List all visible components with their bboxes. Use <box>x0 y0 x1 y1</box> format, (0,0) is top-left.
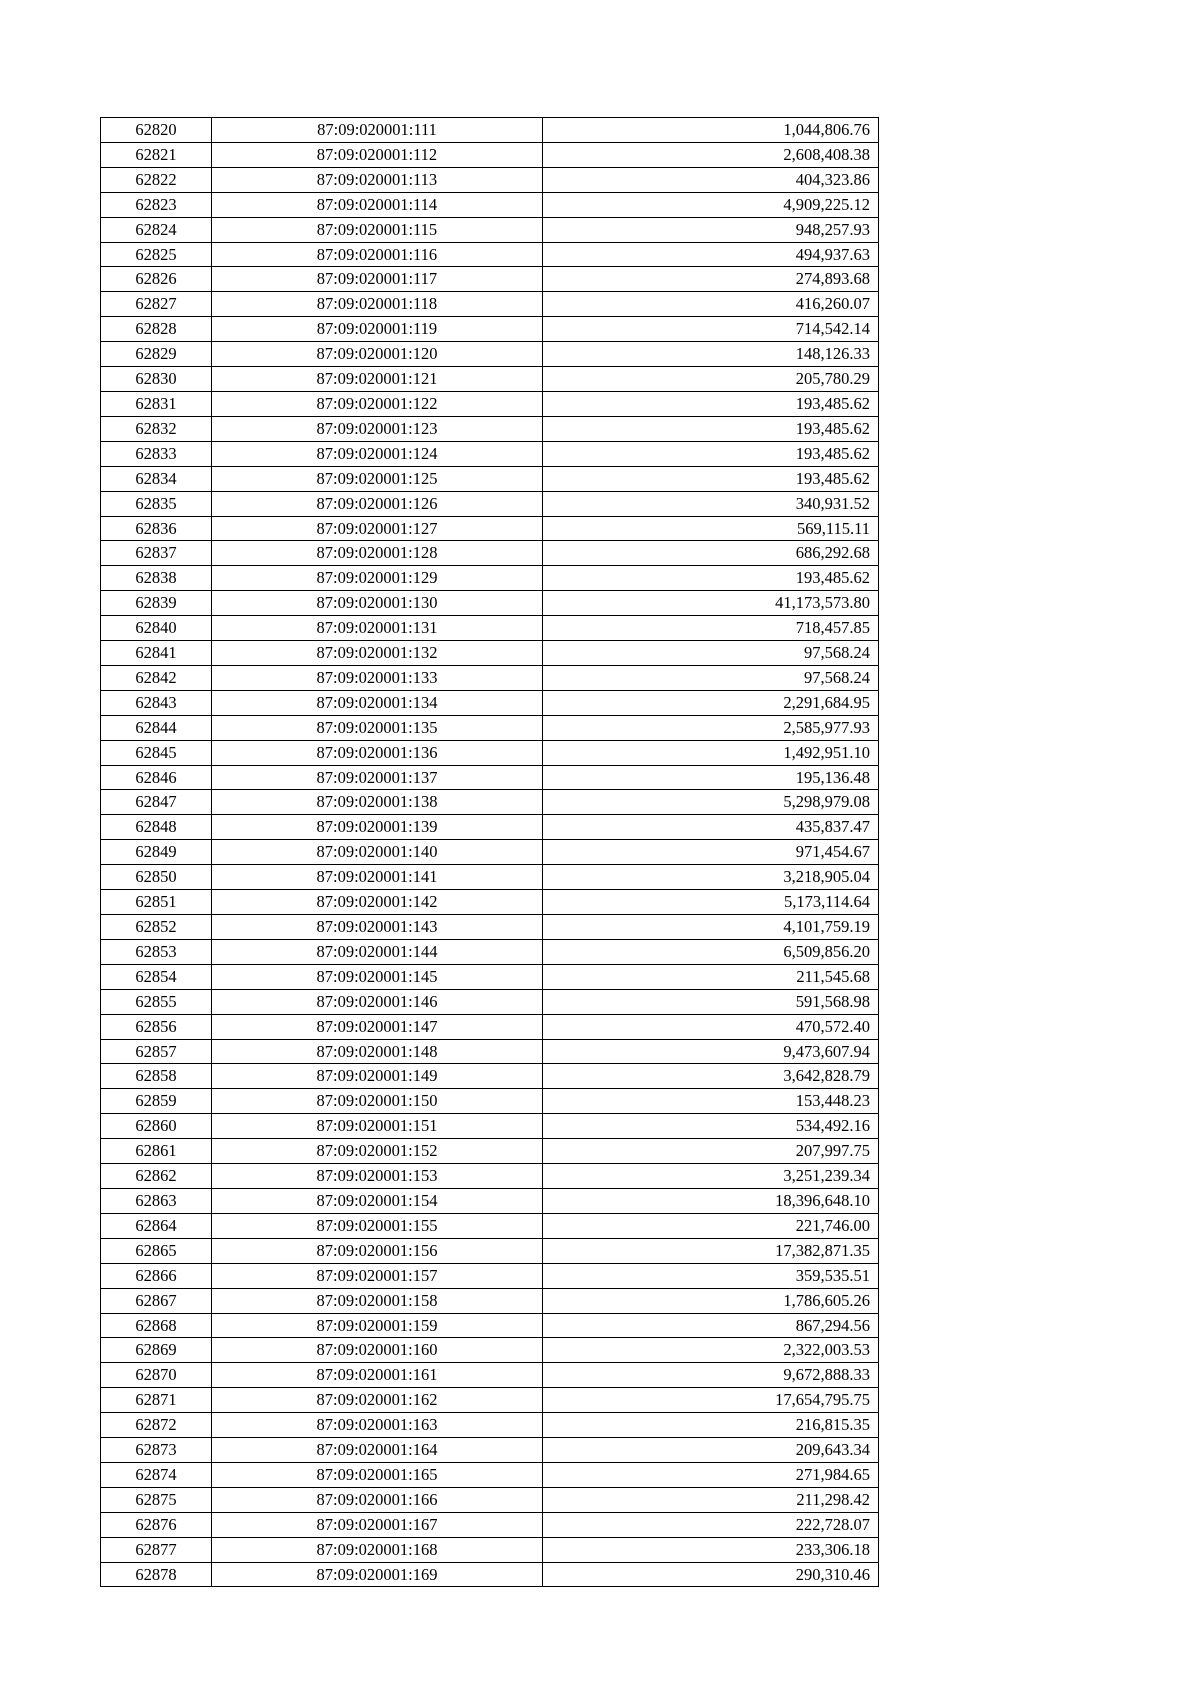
row-number-cell: 62831 <box>101 391 212 416</box>
value-cell: 274,893.68 <box>543 267 879 292</box>
row-number-cell: 62867 <box>101 1288 212 1313</box>
cadastral-number-cell: 87:09:020001:159 <box>212 1313 543 1338</box>
table-row <box>101 915 879 940</box>
table-row <box>101 367 879 392</box>
row-number-cell: 62860 <box>101 1114 212 1139</box>
cadastral-number-cell: 87:09:020001:150 <box>212 1089 543 1114</box>
value-cell: 193,485.62 <box>543 441 879 466</box>
row-number-cell: 62844 <box>101 715 212 740</box>
cadastral-number-cell: 87:09:020001:111 <box>212 118 543 143</box>
value-cell: 205,780.29 <box>543 367 879 392</box>
table-row <box>101 342 879 367</box>
row-number-cell: 62839 <box>101 591 212 616</box>
table-row <box>101 1537 879 1562</box>
value-cell: 534,492.16 <box>543 1114 879 1139</box>
value-cell: 211,545.68 <box>543 964 879 989</box>
row-number-cell: 62854 <box>101 964 212 989</box>
row-number-cell: 62876 <box>101 1512 212 1537</box>
value-cell: 209,643.34 <box>543 1438 879 1463</box>
table-row <box>101 1313 879 1338</box>
value-cell: 1,044,806.76 <box>543 118 879 143</box>
cadastral-number-cell: 87:09:020001:125 <box>212 466 543 491</box>
row-number-cell: 62877 <box>101 1537 212 1562</box>
row-number-cell: 62858 <box>101 1064 212 1089</box>
table-row <box>101 1263 879 1288</box>
value-cell: 6,509,856.20 <box>543 939 879 964</box>
value-cell: 41,173,573.80 <box>543 591 879 616</box>
value-cell: 1,492,951.10 <box>543 740 879 765</box>
table-row <box>101 242 879 267</box>
value-cell: 5,298,979.08 <box>543 790 879 815</box>
table-row <box>101 1089 879 1114</box>
table-row <box>101 641 879 666</box>
row-number-cell: 62842 <box>101 665 212 690</box>
cadastral-number-cell: 87:09:020001:153 <box>212 1164 543 1189</box>
row-number-cell: 62864 <box>101 1213 212 1238</box>
row-number-cell: 62874 <box>101 1462 212 1487</box>
cadastral-number-cell: 87:09:020001:155 <box>212 1213 543 1238</box>
row-number-cell: 62857 <box>101 1039 212 1064</box>
row-number-cell: 62870 <box>101 1363 212 1388</box>
row-number-cell: 62822 <box>101 167 212 192</box>
cadastral-number-cell: 87:09:020001:152 <box>212 1139 543 1164</box>
cadastral-number-cell: 87:09:020001:146 <box>212 989 543 1014</box>
table-row <box>101 466 879 491</box>
value-cell: 97,568.24 <box>543 665 879 690</box>
table-row <box>101 790 879 815</box>
table-row <box>101 1014 879 1039</box>
value-cell: 470,572.40 <box>543 1014 879 1039</box>
row-number-cell: 62862 <box>101 1164 212 1189</box>
cadastral-number-cell: 87:09:020001:156 <box>212 1238 543 1263</box>
table-row <box>101 616 879 641</box>
row-number-cell: 62851 <box>101 890 212 915</box>
row-number-cell: 62875 <box>101 1487 212 1512</box>
value-cell: 416,260.07 <box>543 292 879 317</box>
cadastral-number-cell: 87:09:020001:112 <box>212 142 543 167</box>
row-number-cell: 62837 <box>101 541 212 566</box>
row-number-cell: 62821 <box>101 142 212 167</box>
table-row <box>101 1462 879 1487</box>
table-row <box>101 491 879 516</box>
value-cell: 193,485.62 <box>543 416 879 441</box>
row-number-cell: 62865 <box>101 1238 212 1263</box>
cadastral-number-cell: 87:09:020001:167 <box>212 1512 543 1537</box>
table-row <box>101 1338 879 1363</box>
cadastral-number-cell: 87:09:020001:115 <box>212 217 543 242</box>
row-number-cell: 62850 <box>101 865 212 890</box>
row-number-cell: 62847 <box>101 790 212 815</box>
table-row <box>101 441 879 466</box>
value-cell: 193,485.62 <box>543 391 879 416</box>
row-number-cell: 62838 <box>101 566 212 591</box>
table-row <box>101 566 879 591</box>
row-number-cell: 62832 <box>101 416 212 441</box>
cadastral-number-cell: 87:09:020001:135 <box>212 715 543 740</box>
row-number-cell: 62859 <box>101 1089 212 1114</box>
row-number-cell: 62841 <box>101 641 212 666</box>
row-number-cell: 62829 <box>101 342 212 367</box>
row-number-cell: 62824 <box>101 217 212 242</box>
table-row <box>101 516 879 541</box>
cadastral-number-cell: 87:09:020001:122 <box>212 391 543 416</box>
table-row <box>101 740 879 765</box>
table-row <box>101 391 879 416</box>
cadastral-number-cell: 87:09:020001:121 <box>212 367 543 392</box>
row-number-cell: 62852 <box>101 915 212 940</box>
cadastral-number-cell: 87:09:020001:158 <box>212 1288 543 1313</box>
cadastral-number-cell: 87:09:020001:129 <box>212 566 543 591</box>
table-row <box>101 1188 879 1213</box>
value-cell: 435,837.47 <box>543 815 879 840</box>
row-number-cell: 62861 <box>101 1139 212 1164</box>
table-row <box>101 142 879 167</box>
row-number-cell: 62868 <box>101 1313 212 1338</box>
row-number-cell: 62827 <box>101 292 212 317</box>
cadastral-number-cell: 87:09:020001:165 <box>212 1462 543 1487</box>
cadastral-number-cell: 87:09:020001:126 <box>212 491 543 516</box>
cadastral-number-cell: 87:09:020001:145 <box>212 964 543 989</box>
row-number-cell: 62830 <box>101 367 212 392</box>
row-number-cell: 62826 <box>101 267 212 292</box>
row-number-cell: 62820 <box>101 118 212 143</box>
value-cell: 4,101,759.19 <box>543 915 879 940</box>
table-row <box>101 192 879 217</box>
table-row <box>101 541 879 566</box>
cadastral-number-cell: 87:09:020001:120 <box>212 342 543 367</box>
row-number-cell: 62846 <box>101 765 212 790</box>
table-row <box>101 1288 879 1313</box>
cadastral-number-cell: 87:09:020001:137 <box>212 765 543 790</box>
row-number-cell: 62872 <box>101 1413 212 1438</box>
cadastral-number-cell: 87:09:020001:134 <box>212 690 543 715</box>
cadastral-number-cell: 87:09:020001:151 <box>212 1114 543 1139</box>
row-number-cell: 62840 <box>101 616 212 641</box>
table-row <box>101 989 879 1014</box>
value-cell: 18,396,648.10 <box>543 1188 879 1213</box>
value-cell: 494,937.63 <box>543 242 879 267</box>
value-cell: 9,672,888.33 <box>543 1363 879 1388</box>
cadastral-number-cell: 87:09:020001:118 <box>212 292 543 317</box>
cadastral-number-cell: 87:09:020001:140 <box>212 840 543 865</box>
cadastral-number-cell: 87:09:020001:119 <box>212 317 543 342</box>
value-cell: 2,291,684.95 <box>543 690 879 715</box>
cadastral-number-cell: 87:09:020001:124 <box>212 441 543 466</box>
value-cell: 222,728.07 <box>543 1512 879 1537</box>
row-number-cell: 62835 <box>101 491 212 516</box>
row-number-cell: 62863 <box>101 1188 212 1213</box>
value-cell: 2,608,408.38 <box>543 142 879 167</box>
table-row <box>101 1213 879 1238</box>
cadastral-number-cell: 87:09:020001:163 <box>212 1413 543 1438</box>
value-cell: 3,251,239.34 <box>543 1164 879 1189</box>
cadastral-number-cell: 87:09:020001:166 <box>212 1487 543 1512</box>
cadastral-number-cell: 87:09:020001:142 <box>212 890 543 915</box>
cadastral-number-cell: 87:09:020001:149 <box>212 1064 543 1089</box>
table-row <box>101 1487 879 1512</box>
value-cell: 233,306.18 <box>543 1537 879 1562</box>
row-number-cell: 62845 <box>101 740 212 765</box>
cadastral-number-cell: 87:09:020001:157 <box>212 1263 543 1288</box>
value-cell: 971,454.67 <box>543 840 879 865</box>
value-cell: 404,323.86 <box>543 167 879 192</box>
value-cell: 4,909,225.12 <box>543 192 879 217</box>
cadastral-number-cell: 87:09:020001:116 <box>212 242 543 267</box>
value-cell: 569,115.11 <box>543 516 879 541</box>
row-number-cell: 62856 <box>101 1014 212 1039</box>
cadastral-number-cell: 87:09:020001:132 <box>212 641 543 666</box>
value-cell: 271,984.65 <box>543 1462 879 1487</box>
cadastral-number-cell: 87:09:020001:144 <box>212 939 543 964</box>
cadastral-number-cell: 87:09:020001:139 <box>212 815 543 840</box>
table-row <box>101 865 879 890</box>
value-cell: 211,298.42 <box>543 1487 879 1512</box>
table-row <box>101 1164 879 1189</box>
table-row <box>101 1139 879 1164</box>
table-row <box>101 964 879 989</box>
table-row <box>101 765 879 790</box>
table-row <box>101 690 879 715</box>
table-row <box>101 267 879 292</box>
cadastral-number-cell: 87:09:020001:117 <box>212 267 543 292</box>
row-number-cell: 62833 <box>101 441 212 466</box>
value-cell: 359,535.51 <box>543 1263 879 1288</box>
row-number-cell: 62849 <box>101 840 212 865</box>
cadastral-number-cell: 87:09:020001:114 <box>212 192 543 217</box>
row-number-cell: 62834 <box>101 466 212 491</box>
table-row <box>101 665 879 690</box>
value-cell: 97,568.24 <box>543 641 879 666</box>
value-cell: 3,642,828.79 <box>543 1064 879 1089</box>
value-cell: 148,126.33 <box>543 342 879 367</box>
cadastral-number-cell: 87:09:020001:128 <box>212 541 543 566</box>
value-cell: 193,485.62 <box>543 566 879 591</box>
table-row <box>101 217 879 242</box>
row-number-cell: 62823 <box>101 192 212 217</box>
cadastral-number-cell: 87:09:020001:161 <box>212 1363 543 1388</box>
value-cell: 867,294.56 <box>543 1313 879 1338</box>
table-row <box>101 1064 879 1089</box>
cadastral-number-cell: 87:09:020001:169 <box>212 1562 543 1587</box>
cadastral-number-cell: 87:09:020001:147 <box>212 1014 543 1039</box>
table-row <box>101 715 879 740</box>
table-row <box>101 1039 879 1064</box>
table-row <box>101 591 879 616</box>
value-cell: 193,485.62 <box>543 466 879 491</box>
row-number-cell: 62871 <box>101 1388 212 1413</box>
value-cell: 948,257.93 <box>543 217 879 242</box>
row-number-cell: 62855 <box>101 989 212 1014</box>
value-cell: 2,585,977.93 <box>543 715 879 740</box>
value-cell: 340,931.52 <box>543 491 879 516</box>
value-cell: 216,815.35 <box>543 1413 879 1438</box>
value-cell: 153,448.23 <box>543 1089 879 1114</box>
row-number-cell: 62828 <box>101 317 212 342</box>
value-cell: 714,542.14 <box>543 317 879 342</box>
cadastral-number-cell: 87:09:020001:127 <box>212 516 543 541</box>
row-number-cell: 62873 <box>101 1438 212 1463</box>
table-row <box>101 840 879 865</box>
cadastral-number-cell: 87:09:020001:136 <box>212 740 543 765</box>
row-number-cell: 62825 <box>101 242 212 267</box>
cadastral-number-cell: 87:09:020001:131 <box>212 616 543 641</box>
table-row <box>101 118 879 143</box>
table-row <box>101 1238 879 1263</box>
cadastral-number-cell: 87:09:020001:160 <box>212 1338 543 1363</box>
value-cell: 221,746.00 <box>543 1213 879 1238</box>
table-row <box>101 890 879 915</box>
value-cell: 5,173,114.64 <box>543 890 879 915</box>
row-number-cell: 62853 <box>101 939 212 964</box>
cadastral-number-cell: 87:09:020001:154 <box>212 1188 543 1213</box>
value-cell: 17,382,871.35 <box>543 1238 879 1263</box>
value-cell: 290,310.46 <box>543 1562 879 1587</box>
table-row <box>101 1562 879 1587</box>
table-row <box>101 1114 879 1139</box>
table-row <box>101 416 879 441</box>
table-row <box>101 939 879 964</box>
value-cell: 1,786,605.26 <box>543 1288 879 1313</box>
cadastral-number-cell: 87:09:020001:143 <box>212 915 543 940</box>
table-row <box>101 292 879 317</box>
cadastral-number-cell: 87:09:020001:148 <box>212 1039 543 1064</box>
value-cell: 207,997.75 <box>543 1139 879 1164</box>
cadastral-value-table <box>100 117 879 1587</box>
table-row <box>101 815 879 840</box>
row-number-cell: 62848 <box>101 815 212 840</box>
cadastral-number-cell: 87:09:020001:168 <box>212 1537 543 1562</box>
row-number-cell: 62866 <box>101 1263 212 1288</box>
table-row <box>101 1388 879 1413</box>
row-number-cell: 62878 <box>101 1562 212 1587</box>
table-row <box>101 1413 879 1438</box>
row-number-cell: 62836 <box>101 516 212 541</box>
cadastral-number-cell: 87:09:020001:130 <box>212 591 543 616</box>
value-cell: 2,322,003.53 <box>543 1338 879 1363</box>
table-row <box>101 1438 879 1463</box>
cadastral-number-cell: 87:09:020001:164 <box>212 1438 543 1463</box>
value-cell: 686,292.68 <box>543 541 879 566</box>
cadastral-number-cell: 87:09:020001:141 <box>212 865 543 890</box>
value-cell: 195,136.48 <box>543 765 879 790</box>
table-row <box>101 317 879 342</box>
table-body <box>101 118 879 1587</box>
cadastral-number-cell: 87:09:020001:133 <box>212 665 543 690</box>
value-cell: 591,568.98 <box>543 989 879 1014</box>
table-row <box>101 1363 879 1388</box>
cadastral-number-cell: 87:09:020001:138 <box>212 790 543 815</box>
cadastral-number-cell: 87:09:020001:162 <box>212 1388 543 1413</box>
table-row <box>101 167 879 192</box>
cadastral-number-cell: 87:09:020001:123 <box>212 416 543 441</box>
row-number-cell: 62869 <box>101 1338 212 1363</box>
row-number-cell: 62843 <box>101 690 212 715</box>
cadastral-number-cell: 87:09:020001:113 <box>212 167 543 192</box>
value-cell: 17,654,795.75 <box>543 1388 879 1413</box>
table-row <box>101 1512 879 1537</box>
value-cell: 9,473,607.94 <box>543 1039 879 1064</box>
value-cell: 718,457.85 <box>543 616 879 641</box>
value-cell: 3,218,905.04 <box>543 865 879 890</box>
